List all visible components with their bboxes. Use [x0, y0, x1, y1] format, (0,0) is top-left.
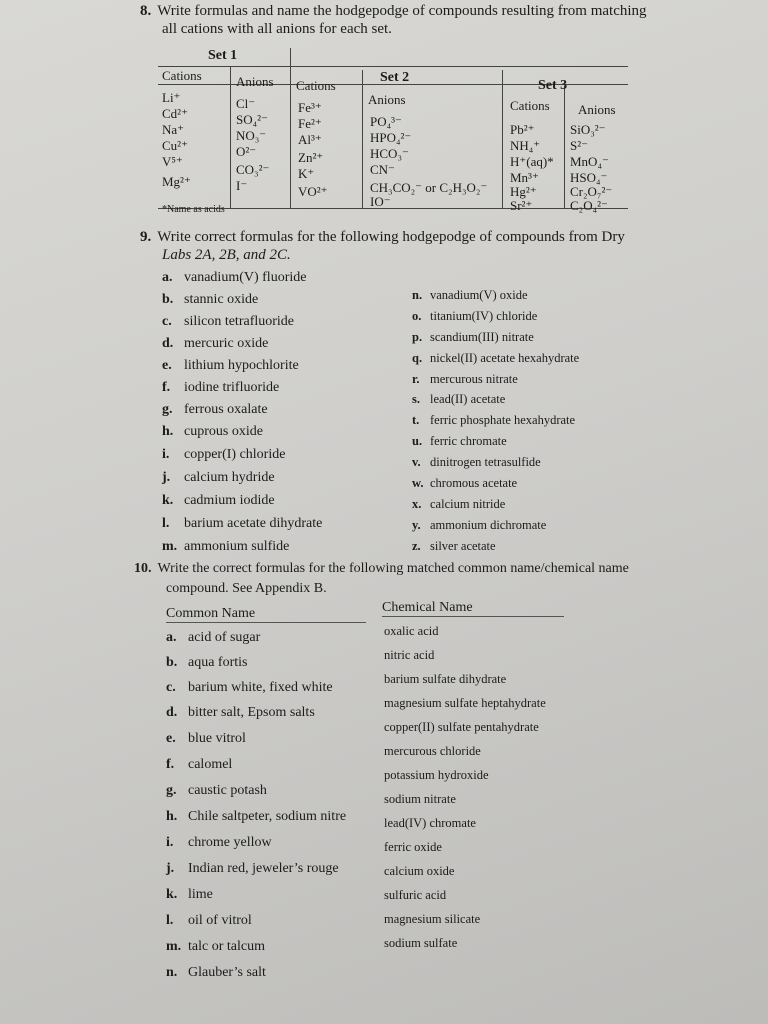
set1-anion: O²⁻ [236, 144, 257, 159]
set2-cation: Fe²⁺ [298, 116, 322, 131]
set1-anion: I⁻ [236, 178, 248, 193]
q8-text-2: all cations with all anions for each set. [162, 21, 392, 37]
list-item: l. oil of vitrol [166, 913, 252, 928]
list-item: h. Chile saltpeter, sodium nitre [166, 809, 347, 824]
list-item: sodium nitrate [384, 792, 456, 806]
chemical-name-header: Chemical Name [382, 600, 564, 617]
list-item: j. Indian red, jeweler’s rouge [166, 861, 339, 876]
q8-line1 [140, 2, 647, 20]
list-item: calcium oxide [384, 864, 455, 878]
q10-number: 10. [134, 561, 152, 576]
set1-cation: Cd²⁺ [162, 106, 188, 121]
list-item: lead(IV) chromate [384, 816, 476, 830]
list-item: u. ferric chromate [412, 434, 507, 448]
set2-anion: CH₃CO₂⁻ or C₂H₃O₂⁻ [370, 180, 488, 195]
set2-cation: Al³⁺ [298, 132, 322, 147]
set1-cation: Mg²⁺ [162, 174, 191, 189]
set2-anions-header: Anions [368, 92, 406, 107]
set3-title: Set 3 [538, 78, 568, 93]
list-item: z. silver acetate [412, 539, 496, 553]
set3-anion: MnO₄⁻ [570, 154, 609, 169]
list-item: l. barium acetate dihydrate [162, 516, 323, 531]
list-item: m. ammonium sulfide [162, 539, 290, 554]
set3-anion: S²⁻ [570, 138, 588, 153]
q9-line1 [140, 228, 625, 246]
list-item: magnesium sulfate heptahydrate [384, 696, 546, 710]
list-item: sulfuric acid [384, 888, 447, 902]
list-item: b. aqua fortis [166, 655, 248, 670]
set2-anion: HCO₃⁻ [370, 146, 409, 161]
set3-cation: Pb²⁺ [510, 122, 535, 137]
list-item: c. barium white, fixed white [166, 680, 333, 695]
list-item: d. bitter salt, Epsom salts [166, 705, 315, 720]
list-item: v. dinitrogen tetrasulfide [412, 455, 541, 469]
set1-anions-header: Anions [236, 74, 274, 89]
set3-anion: Cr₂O₇²⁻ [570, 184, 613, 199]
set2-anion: CN⁻ [370, 162, 395, 177]
list-item: mercurous chloride [384, 744, 481, 758]
set2-cation: VO²⁺ [298, 184, 328, 199]
set1-cation: V⁵⁺ [162, 154, 183, 169]
set1-anion: NO₃⁻ [236, 128, 267, 143]
set3-cations-header: Cations [510, 98, 550, 113]
list-item: magnesium silicate [384, 912, 481, 926]
list-item: i. copper(I) chloride [162, 447, 286, 462]
list-item: x. calcium nitride [412, 497, 506, 511]
list-item: g. caustic potash [166, 783, 267, 798]
list-item: j. calcium hydride [162, 470, 275, 485]
list-item: a. vanadium(V) fluoride [162, 270, 307, 285]
q8-text-1: Write formulas and name the hodgepodge of compounds resulting from matching [157, 3, 647, 19]
list-item: d. mercuric oxide [162, 336, 269, 351]
list-item: r. mercurous nitrate [412, 372, 518, 386]
list-item: y. ammonium dichromate [412, 518, 547, 532]
list-item: f. calomel [166, 757, 233, 772]
list-item: b. stannic oxide [162, 292, 259, 307]
list-item: barium sulfate dihydrate [384, 672, 507, 686]
set3-cation: Mn³⁺ [510, 170, 539, 185]
list-item: potassium hydroxide [384, 768, 489, 782]
list-item: sodium sulfate [384, 936, 458, 950]
list-item: nitric acid [384, 648, 435, 662]
set3-anion: HSO₄⁻ [570, 170, 608, 185]
list-item: w. chromous acetate [412, 476, 518, 490]
set2-anion: IO⁻ [370, 194, 391, 209]
q10-text-2: compound. See Appendix B. [166, 581, 327, 596]
set2-cation: K⁺ [298, 166, 315, 181]
list-item: a. acid of sugar [166, 630, 261, 645]
set2-cation: Zn²⁺ [298, 150, 324, 165]
list-item: ferric oxide [384, 840, 442, 854]
list-item: c. silicon tetrafluoride [162, 314, 295, 329]
set1-title: Set 1 [208, 48, 238, 63]
list-item: t. ferric phosphate hexahydrate [412, 413, 576, 427]
list-item: o. titanium(IV) chloride [412, 309, 538, 323]
q10-text-1: Write the correct formulas for the following matched common name/chemical name [157, 561, 629, 576]
set2-anion: PO₄³⁻ [370, 114, 402, 129]
list-item: oxalic acid [384, 624, 439, 638]
q9-text-2: Labs 2A, 2B, and 2C. [162, 247, 291, 263]
list-item: p. scandium(III) nitrate [412, 330, 534, 344]
list-item: copper(II) sulfate pentahydrate [384, 720, 539, 734]
set1-cations-header: Cations [162, 68, 202, 83]
set1-anion: Cl⁻ [236, 96, 256, 111]
set3-cation: Hg²⁺ [510, 184, 537, 199]
list-item: q. nickel(II) acetate hexahydrate [412, 351, 580, 365]
set2-cations-header: Cations [296, 78, 336, 93]
list-item: m. talc or talcum [166, 939, 265, 954]
set3-anion: C₂O₄²⁻ [570, 198, 608, 213]
set2-title: Set 2 [380, 70, 410, 85]
table-footnote: *Name as acids [162, 204, 225, 215]
compounds-table [158, 48, 628, 220]
list-item: i. chrome yellow [166, 835, 272, 850]
set2-anion: HPO₄²⁻ [370, 130, 412, 145]
list-item: g. ferrous oxalate [162, 402, 268, 417]
set3-anions-header: Anions [578, 102, 616, 117]
list-item: f. iodine trifluoride [162, 380, 280, 395]
list-item: n. Glauber’s salt [166, 965, 266, 980]
q8-number: 8. [140, 3, 152, 19]
list-item: h. cuprous oxide [162, 424, 263, 439]
list-item: s. lead(II) acetate [412, 392, 506, 406]
set1-cation: Li⁺ [162, 90, 181, 105]
set1-anion: CO₃²⁻ [236, 162, 270, 177]
set1-cation: Na⁺ [162, 122, 185, 137]
q9-number: 9. [140, 229, 152, 245]
list-item: k. lime [166, 887, 213, 902]
common-name-header: Common Name [166, 606, 366, 623]
set3-cation: Sr²⁺ [510, 198, 533, 213]
set3-cation: H⁺(aq)* [510, 154, 554, 169]
set1-anion: SO₄²⁻ [236, 112, 268, 127]
set3-anion: SiO₃²⁻ [570, 122, 606, 137]
set1-cation: Cu²⁺ [162, 138, 188, 153]
list-item: e. lithium hypochlorite [162, 358, 299, 373]
q9-text-1: Write correct formulas for the following hodgepodge of compounds from Dry [157, 229, 625, 245]
q10-line1 [134, 560, 629, 578]
set2-cation: Fe³⁺ [298, 100, 322, 115]
list-item: n. vanadium(V) oxide [412, 288, 528, 302]
list-item: e. blue vitrol [166, 731, 246, 746]
list-item: k. cadmium iodide [162, 493, 275, 508]
set3-cation: NH₄⁺ [510, 138, 541, 153]
